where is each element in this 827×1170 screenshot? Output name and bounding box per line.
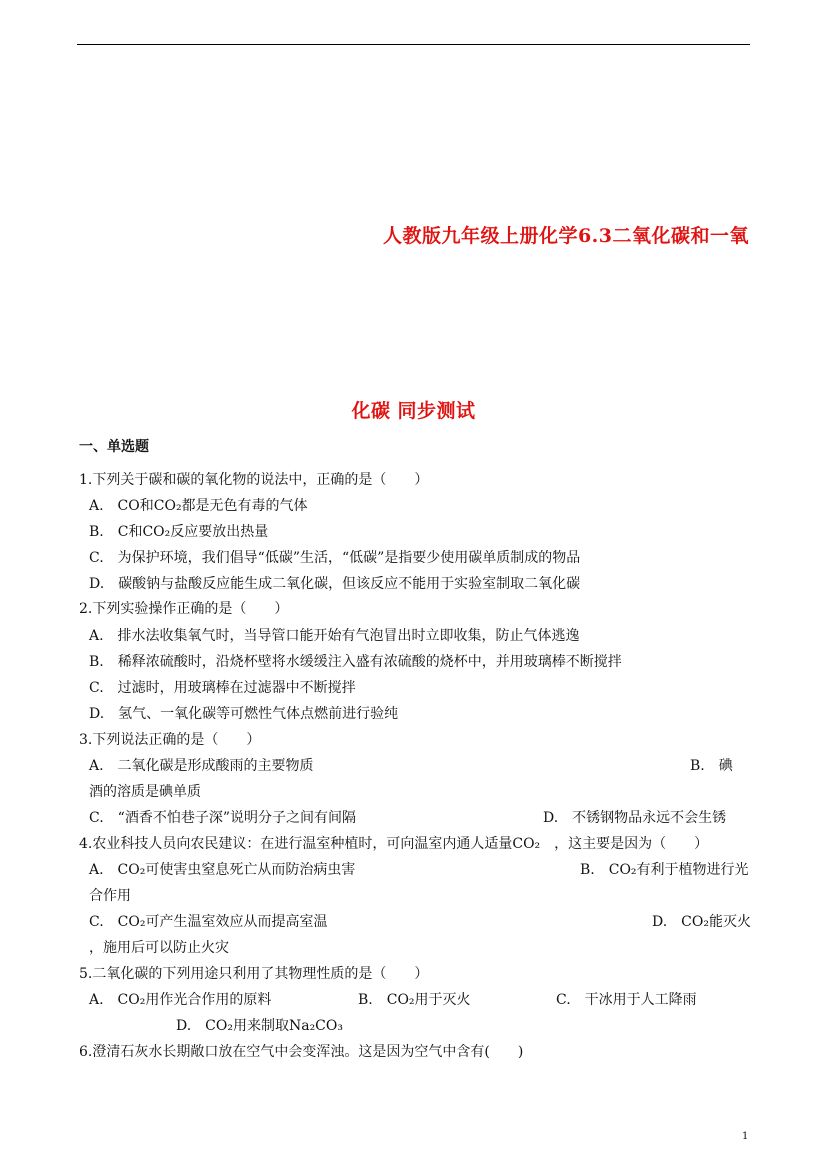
document-title-line1: 人教版九年级上册化学6.3二氧化碳和一氧 bbox=[382, 225, 749, 247]
question-2-option-d: D. 氢气、一氧化碳等可燃性气体点燃前进行验纯 bbox=[89, 706, 399, 722]
question-3-stem: 3.下列说法正确的是（ ） bbox=[79, 732, 261, 748]
question-5-option-d: D. CO₂用来制取Na₂CO₃ bbox=[176, 1018, 343, 1034]
question-5-stem: 5.二氧化碳的下列用途只利用了其物理性质的是（ ） bbox=[79, 966, 429, 982]
question-2-option-c: C. 过滤时，用玻璃棒在过滤器中不断搅拌 bbox=[89, 680, 356, 696]
question-1-option-c: C. 为保护环境，我们倡导“低碳”生活，“低碳”是指要少使用碳单质制成的物品 bbox=[89, 550, 581, 566]
question-3-option-d: D. 不锈钢物品永远不会生锈 bbox=[543, 810, 727, 826]
question-4-option-d-cont: ，施用后可以防止火灾 bbox=[89, 940, 229, 956]
question-1-option-d: D. 碳酸钠与盐酸反应能生成二氧化碳，但该反应不能用于实验室制取二氧化碳 bbox=[89, 576, 581, 592]
question-2-stem: 2.下列实验操作正确的是（ ） bbox=[79, 601, 289, 617]
question-4-option-c: C. CO₂可产生温室效应从而提高室温 bbox=[89, 914, 328, 930]
question-5-option-a: A. CO₂用作光合作用的原料 bbox=[89, 992, 272, 1008]
question-2-option-a: A. 排水法收集氧气时，当导管口能开始有气泡冒出时立即收集，防止气体逃逸 bbox=[89, 628, 580, 644]
question-6-stem: 6.澄清石灰水长期敞口放在空气中会变浑浊。这是因为空气中含有( ) bbox=[79, 1044, 524, 1060]
question-4-option-d: D. CO₂能灭火 bbox=[652, 914, 751, 930]
question-3-option-a: A. 二氧化碳是形成酸雨的主要物质 bbox=[89, 758, 314, 774]
question-3-option-b: B. 碘 bbox=[690, 758, 733, 774]
question-5-option-c: C. 干冰用于人工降雨 bbox=[556, 992, 697, 1008]
question-3-option-c: C. “酒香不怕巷子深”说明分子之间有间隔 bbox=[89, 810, 356, 826]
question-4-option-b-cont: 合作用 bbox=[89, 888, 131, 904]
document-title-line2: 化碳 同步测试 bbox=[351, 400, 476, 422]
question-3-option-b-cont: 酒的溶质是碘单质 bbox=[89, 784, 201, 800]
page-number: 1 bbox=[742, 1131, 749, 1142]
section-heading: 一、单选题 bbox=[79, 439, 149, 455]
question-1-option-a: A. CO和CO₂都是无色有毒的气体 bbox=[89, 498, 308, 514]
question-5-option-b: B. CO₂用于灭火 bbox=[358, 992, 471, 1008]
question-2-option-b: B. 稀释浓硫酸时，沿烧杯壁将水缓缓注入盛有浓硫酸的烧杯中，并用玻璃棒不断搅拌 bbox=[89, 654, 622, 670]
question-1-option-b: B. C和CO₂反应要放出热量 bbox=[89, 524, 269, 540]
question-1-stem: 1.下列关于碳和碳的氧化物的说法中，正确的是（ ） bbox=[79, 472, 429, 488]
header-rule bbox=[77, 44, 750, 45]
question-4-stem: 4.农业科技人员向农民建议：在进行温室种植时，可向温室内通人适量CO₂ ，这主要是因为（ ） bbox=[79, 836, 709, 852]
question-4-option-b: B. CO₂有利于植物进行光 bbox=[580, 862, 749, 878]
question-4-option-a: A. CO₂可使害虫窒息死亡从而防治病虫害 bbox=[89, 862, 356, 878]
